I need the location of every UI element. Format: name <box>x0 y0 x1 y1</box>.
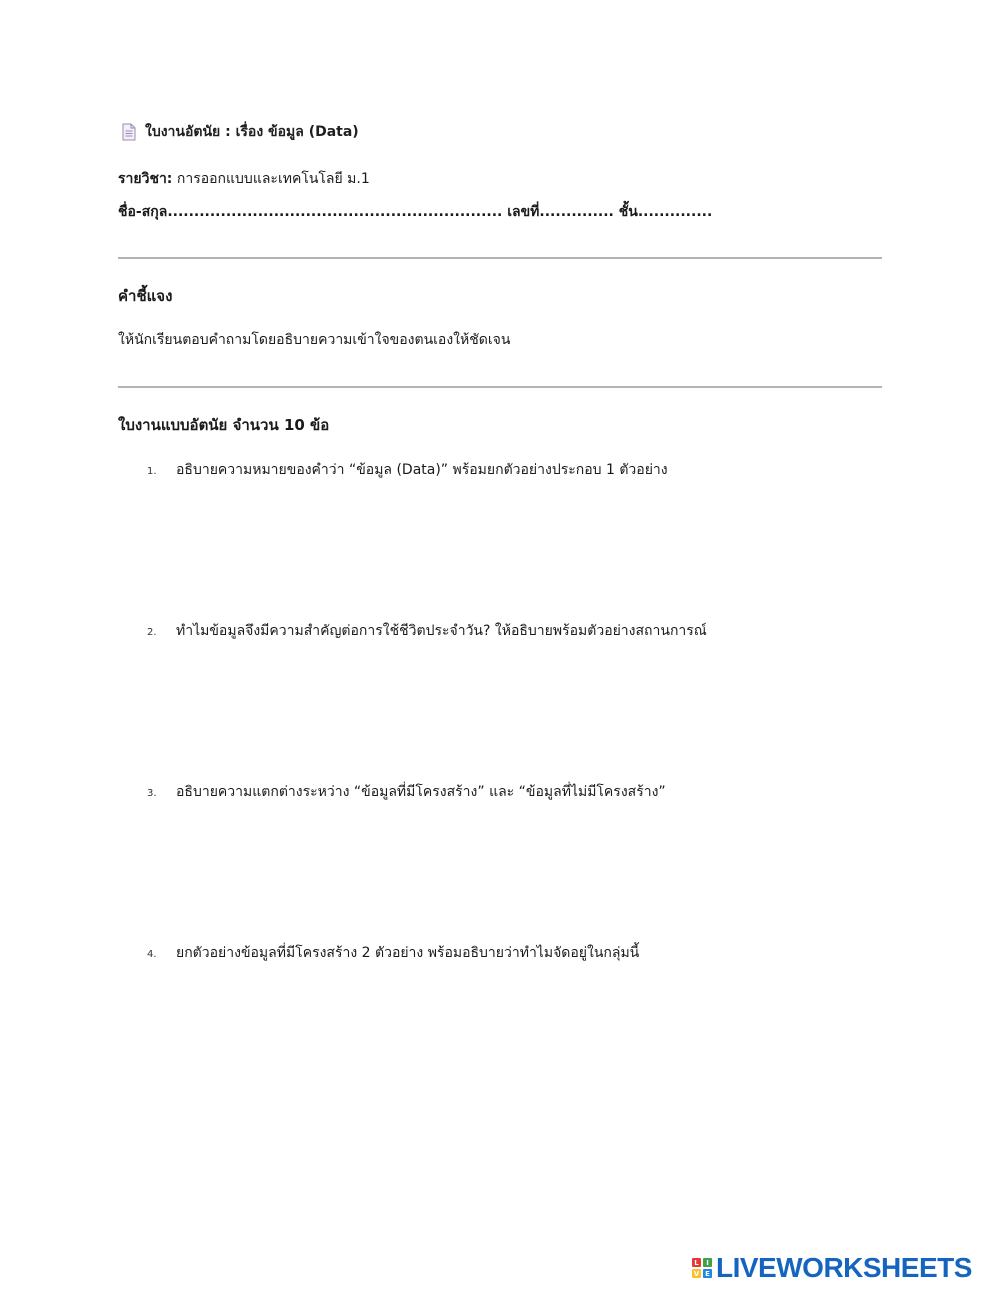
logo-letter-e: E <box>703 1269 712 1278</box>
instructions-text: ให้นักเรียนตอบคำถามโดยอธิบายความเข้าใจของตนเองให้ชัดเจน <box>118 332 511 348</box>
document-icon <box>122 123 136 141</box>
worksheet-title: ใบงานอัตนัย : เรื่อง ข้อมูล (Data) <box>145 124 359 140</box>
divider <box>118 386 882 388</box>
question-number: 2. <box>147 627 157 638</box>
student-info-line: ชื่อ-สกุล............................................................... เลขที่.............. ชั้น.............. <box>118 204 713 220</box>
logo-letter-v: V <box>693 1269 700 1278</box>
worksheet-title-row <box>122 121 359 143</box>
worksheet-heading: ใบงานแบบอัตนัย จำนวน 10 ข้อ <box>118 416 330 434</box>
question-item <box>147 620 707 642</box>
divider <box>118 257 882 259</box>
subject-value: การออกแบบและเทคโนโลยี ม.1 <box>172 171 370 187</box>
subject-line <box>118 168 370 190</box>
logo-letter-l: L <box>692 1258 701 1267</box>
question-text: อธิบายความแตกต่างระหว่าง “ข้อมูลที่มีโครงสร้าง” และ “ข้อมูลที่ไม่มีโครงสร้าง” <box>176 784 666 800</box>
question-number: 1. <box>147 466 157 477</box>
question-text: อธิบายความหมายของคำว่า “ข้อมูล (Data)” พร้อมยกตัวอย่างประกอบ 1 ตัวอย่าง <box>176 462 668 478</box>
question-number: 3. <box>147 788 157 799</box>
instructions-heading: คำชี้แจง <box>118 287 173 305</box>
question-item <box>147 781 666 803</box>
question-item <box>147 942 639 964</box>
question-number: 4. <box>147 949 157 960</box>
logo-letter-i: I <box>703 1258 712 1267</box>
logo-mark-icon <box>692 1258 712 1278</box>
liveworksheets-logo <box>692 1252 972 1284</box>
logo-text: LIVEWORKSHEETS <box>716 1252 972 1283</box>
subject-label: รายวิชา: <box>118 171 173 187</box>
question-text: ยกตัวอย่างข้อมูลที่มีโครงสร้าง 2 ตัวอย่าง พร้อมอธิบายว่าทำไมจัดอยู่ในกลุ่มนี้ <box>176 945 640 961</box>
question-item <box>147 459 668 481</box>
question-text: ทำไมข้อมูลจึงมีความสำคัญต่อการใช้ชีวิตประจำวัน? ให้อธิบายพร้อมตัวอย่างสถานการณ์ <box>176 623 707 639</box>
